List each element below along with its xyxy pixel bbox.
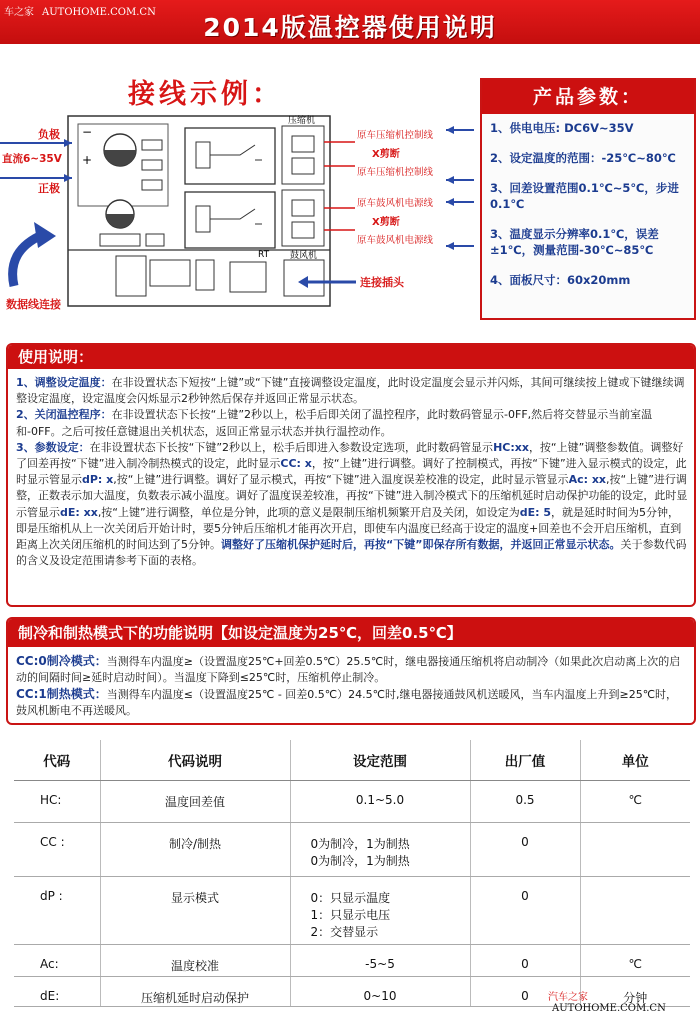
table-row (14, 822, 690, 876)
usage-paragraph-2 (16, 407, 688, 439)
cell-range (290, 822, 470, 876)
rt-label: RT (258, 250, 270, 260)
cell-unit (580, 822, 690, 876)
mode-heating-text: 当测得车内温度≤（设置温度25℃ - 回差0.5℃）24.5℃时,继电器接通鼓风机送暖风，当车内温度上升到≥25℃时，鼓风机断电不再送暖风。 (16, 688, 678, 717)
cell-desc: 显示模式 (100, 876, 290, 944)
watermark-brand: 车之家 (4, 7, 34, 18)
usage-title: 使用说明： (8, 345, 694, 369)
cut-label: X剪断 (372, 149, 400, 160)
cell-range (290, 976, 470, 1006)
mode-body (16, 653, 688, 719)
cell-unit: ℃ (580, 780, 690, 822)
cell-default: 0 (470, 822, 580, 876)
usage-body (16, 375, 688, 569)
watermark-site: AUTOHOME.COM.CN (42, 7, 156, 18)
parameter-table (14, 740, 690, 1007)
header-code: 代码 (14, 740, 100, 780)
usage-paragraph-1 (16, 375, 688, 407)
param-item: 3、温度显示分辨率0.1℃，误差±1℃，测量范围-30℃~85℃ (490, 227, 659, 257)
usage-text: ，按“上键”调整参数值。调整好了回差再按“下键”进入制冷制热模式的设定，此时显示 (16, 440, 684, 471)
svg-text:+: + (82, 153, 93, 167)
cell-desc: 温度回差值 (100, 780, 290, 822)
code-ac: Ac: xx (568, 473, 607, 487)
header-desc: 代码说明 (100, 740, 290, 780)
cell-code: HC: (14, 780, 100, 822)
compressor-label: 压缩机 (288, 116, 316, 126)
cell-range (290, 876, 470, 944)
cell-code: dP : (14, 876, 100, 944)
table-row (14, 944, 690, 976)
cell-default: 0.5 (470, 780, 580, 822)
range-line: 0为制冷，1为制热 (310, 836, 410, 851)
usage-label-3: 3、参数设定： (16, 440, 90, 454)
pos-label: 正极 (38, 182, 60, 195)
param-item: 3、回差设置范围0.1℃~5℃，步进0.1℃ (490, 181, 679, 211)
usage-text: 关于参数代码的含义及设定范围请参考下面的表格。 (16, 538, 687, 568)
cell-unit: 分钟 (580, 976, 690, 1006)
watermark-brand: 汽车之家 (548, 992, 588, 1003)
cell-unit (580, 876, 690, 944)
mode-cooling-text: 当测得车内温度≥（设置温度25℃+回差0.5℃）25.5℃时，继电器接通压缩机将启动制冷（如果此次启动离上次的启动的间隔时间≥延时启动时间）。当温度下降到≤25℃时，压缩机停止制冷。 (16, 655, 681, 684)
title-banner (0, 0, 700, 44)
relay-compressor (185, 128, 275, 184)
usage-text: ，就是延时时间为5分钟，即是压缩机从上一次关闭后开始计时，要5分钟后压缩机才能再次开启，即使车内温度已经高于设定的温度+回差也不会开启压缩机，直到距离上次关闭压缩机的时间达到了5分钟。 (16, 505, 682, 552)
mode-heating-label: CC:1制热模式： (16, 687, 107, 701)
usage-text: ，按“上键”进行调整。调好了控制模式，再按“下键”进入显示模式的设定，此时显示管显示 (16, 457, 687, 487)
range-line: 0~10 (363, 988, 397, 1003)
svg-text:−: − (82, 125, 93, 139)
cell-default: 0 (470, 976, 580, 1006)
header-default: 出厂值 (470, 740, 580, 780)
mode-cooling-label: CC:0制冷模式： (16, 654, 107, 668)
code-dp: dP: x (82, 473, 114, 487)
range-line: 2：交替显示 (310, 924, 379, 939)
usage-label-2: 2、关闭温控程序： (16, 408, 112, 422)
param-item: 2、设定温度的范围：-25℃~80℃ (490, 151, 676, 165)
data-cable-label: 数据线连接 (6, 298, 61, 311)
cell-range (290, 944, 470, 976)
params-title: 产品参数： (482, 80, 694, 114)
table-row (14, 780, 690, 822)
table-row (14, 876, 690, 944)
cell-desc: 温度校准 (100, 944, 290, 976)
cell-desc: 压缩机延时启动保护 (100, 976, 290, 1006)
cell-code: Ac: (14, 944, 100, 976)
range-line: 1：只显示电压 (310, 907, 391, 922)
usage-section (6, 343, 696, 607)
cell-range (290, 780, 470, 822)
orig-comp-line-1: 原车压缩机控制线 (357, 130, 434, 141)
usage-label-1: 1、调整设定温度： (16, 376, 112, 389)
usage-text-2: 在非设置状态下长按“上键”2秒以上，松手后即关闭了温控程序，此时数码管显示-0FF,然后将交替显示当前室温和-0FF。之后可按任意键退出关机状态，返回正常显示状态并执行温控动作。 (16, 408, 653, 438)
header-range: 设定范围 (290, 740, 470, 780)
table-header-row (14, 740, 690, 780)
usage-emphasis: 调整好了压缩机保护延时后，再按“下键”即保存所有数据，并返回正常显示状态。 (221, 538, 621, 552)
code-hc: HC:xx (493, 440, 529, 454)
cell-code: dE: (14, 976, 100, 1006)
connector-label: 连接插头 (360, 276, 404, 289)
mode-title: 制冷和制热模式下的功能说明【如设定温度为25℃，回差0.5℃】 (8, 619, 694, 647)
cell-unit: ℃ (580, 944, 690, 976)
terminal-compressor (282, 126, 324, 184)
param-item: 4、面板尺寸：60x20mm (490, 273, 631, 287)
cell-code: CC : (14, 822, 100, 876)
watermark-bottom (548, 988, 700, 1014)
cell-default: 0 (470, 944, 580, 976)
orig-comp-line-2: 原车压缩机控制线 (357, 167, 434, 178)
cut-label-2: X剪断 (372, 217, 400, 228)
dc-label: 直流6~35V (2, 153, 62, 165)
code-cc: CC: x (280, 457, 312, 471)
watermark-site: AUTOHOME.COM.CN (552, 1003, 666, 1014)
usage-text: ,按“上键”进行调整。调好了显示模式，再按“下键”进入温度误差校准的设定，此时显示管显示 (113, 473, 569, 487)
usage-paragraph-3 (16, 440, 688, 570)
range-line: 0为制冷，1为制热 (310, 853, 410, 868)
mode-section (6, 617, 696, 725)
range-line: 0.1~5.0 (355, 792, 405, 807)
orig-blower-line-2: 原车鼓风机电源线 (357, 235, 434, 246)
mode-cooling (16, 653, 688, 686)
cell-default: 0 (470, 876, 580, 944)
relay-blower (185, 192, 275, 248)
usage-text-1: 在非设置状态下短按“上键”或“下键”直接调整设定温度，此时设定温度会显示并闪烁，其间可继续按上键或下键继续调整设定温度，设定温度会闪烁显示2秒钟然后保存并返回正常显示状态。 (16, 376, 685, 406)
mode-heating (16, 686, 688, 719)
wiring-diagram (0, 110, 480, 325)
page-title: 2014版温控器使用说明 (203, 13, 497, 42)
wiring-title: 接线示例： (128, 79, 283, 110)
cell-desc: 制冷/制热 (100, 822, 290, 876)
range-line: -5~5 (365, 956, 395, 971)
usage-text: 在非设置状态下长按“下键”2秒以上，松手后即进入参数设定选项，此时数码管显示 (89, 440, 494, 454)
neg-label: 负极 (38, 128, 60, 141)
params-list (482, 114, 694, 288)
code-de5: dE: 5 (519, 505, 551, 519)
code-de: dE: xx (60, 505, 98, 519)
orig-blower-line-1: 原车鼓风机电源线 (357, 198, 434, 209)
blower-label: 鼓风机 (290, 251, 318, 261)
usage-text: ,按“上键”进行调整，单位是分钟，此项的意义是限制压缩机频繁开启及关闭，如设定为 (97, 505, 520, 519)
usage-text: ,按“上键”进行调整，正数表示加大温度，负数表示减小温度。调好了温度误差较准，再按“下键”进入制冷模式下的压缩机延时启动保护功能的设定，此时显示管显示 (16, 473, 688, 519)
product-params-panel (480, 78, 696, 320)
range-line: 0：只显示温度 (310, 890, 391, 905)
param-item: 1、供电电压: DC6V~35V (490, 121, 634, 135)
header-unit: 单位 (580, 740, 690, 780)
